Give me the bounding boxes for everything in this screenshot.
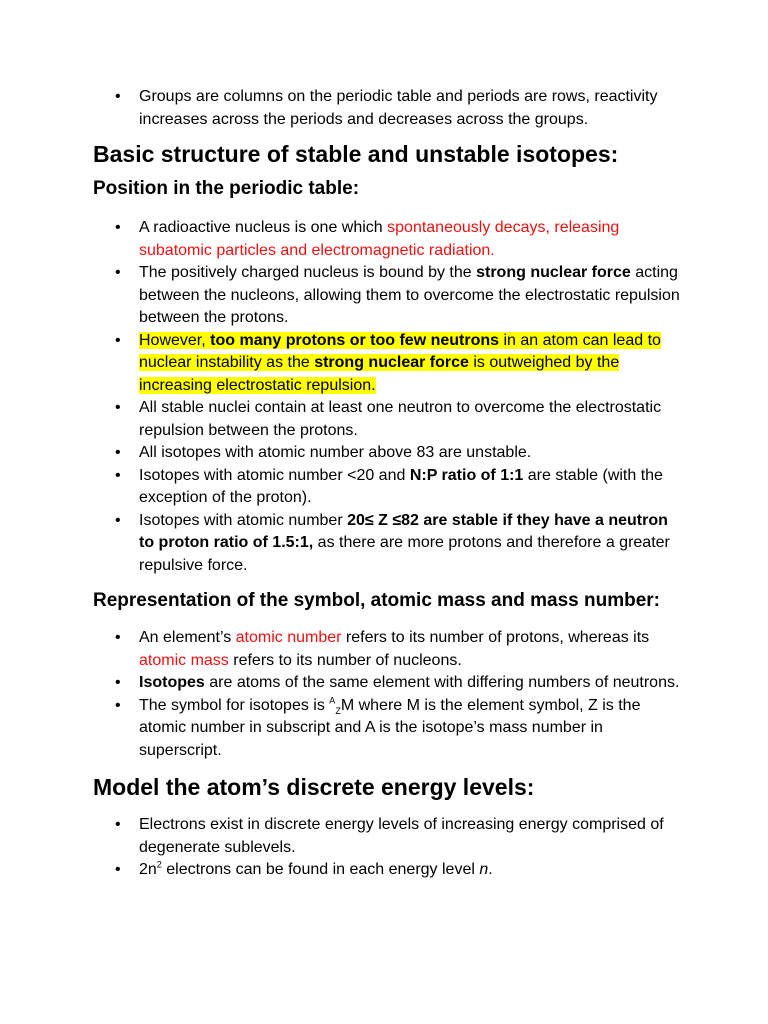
- bullet: •: [115, 466, 121, 484]
- list-item: [93, 695, 683, 763]
- bold-emphasis: N:P ratio of 1:1: [409, 466, 524, 484]
- superscript: A: [329, 695, 336, 706]
- bullet: •: [115, 674, 121, 691]
- superscript: 2: [156, 859, 162, 870]
- bullet: •: [115, 444, 121, 461]
- bullet: •: [115, 816, 121, 833]
- highlighted-text: [139, 332, 661, 394]
- document-page: [93, 86, 683, 882]
- bullet: •: [115, 88, 121, 105]
- list-item: [93, 330, 683, 398]
- list-item: [93, 814, 683, 859]
- list-item: [93, 859, 683, 882]
- bold-emphasis: strong nuclear force: [476, 264, 631, 281]
- text: 2n: [139, 861, 157, 878]
- text: All isotopes with atomic number above 83 are unstable.: [139, 444, 532, 461]
- text: are atoms of the same element with differing numbers of neutrons.: [204, 674, 680, 691]
- text: electrons can be found in each energy level: [161, 861, 480, 878]
- bullet: •: [115, 511, 121, 529]
- section1-subtitle: Position in the periodic table:: [93, 178, 360, 199]
- text: An element’s: [139, 629, 236, 646]
- section1-title: Basic structure of stable and unstable isotopes:: [93, 141, 619, 167]
- text: The symbol for isotopes is: [139, 696, 330, 714]
- list-item: [93, 397, 683, 442]
- list-item: [93, 86, 683, 131]
- bold-emphasis: too many protons or too few neutrons: [210, 331, 500, 349]
- text: is outweighed by the increasing electrostatic repulsion.: [139, 354, 620, 394]
- bullet: •: [115, 219, 121, 236]
- text: in an atom can lead to nuclear instability as the: [139, 331, 661, 371]
- italic-variable: n: [479, 861, 489, 878]
- bold-emphasis: Isotopes: [139, 674, 205, 691]
- text: as there are more protons and therefore a greater repulsive force.: [139, 534, 670, 574]
- bullet: •: [115, 331, 121, 349]
- list-item: [93, 510, 683, 578]
- text: M where M is the element symbol, Z is the atomic number in subscript and A is the isotope’s mass number in superscript.: [139, 696, 641, 759]
- section3-title: Model the atom’s discrete energy levels:: [93, 774, 535, 800]
- text: A radioactive nucleus is one which: [139, 219, 388, 236]
- bullet: •: [115, 629, 121, 646]
- intro-bullet-text: Groups are columns on the periodic table and periods are rows, reactivity increases across the periods and decreases across the groups.: [139, 88, 658, 128]
- bullet: •: [115, 696, 121, 714]
- text: Isotopes with atomic number <20 and: [139, 466, 410, 484]
- text: refers to its number of protons, whereas its: [341, 629, 650, 646]
- list-item: [93, 262, 683, 330]
- text: Electrons exist in discrete energy levels of increasing energy comprised of degenerate sublevels.: [139, 816, 664, 856]
- text: Isotopes with atomic number: [139, 511, 348, 529]
- bullet: •: [115, 399, 121, 416]
- text: are stable (with the exception of the proton).: [139, 466, 663, 506]
- text: acting between the nucleons, allowing them to overcome the electrostatic repulsion between the protons.: [139, 264, 680, 326]
- section3-list: [93, 814, 683, 882]
- text: All stable nuclei contain at least one neutron to overcome the electrostatic repulsion between the protons.: [139, 399, 662, 439]
- section1-list: [93, 217, 683, 577]
- bullet: •: [115, 861, 121, 878]
- red-emphasis: atomic number: [235, 629, 342, 646]
- list-item: [93, 672, 683, 695]
- text: refers to its number of nucleons.: [228, 651, 462, 669]
- list-item: [93, 442, 683, 465]
- list-item: [93, 465, 683, 510]
- bullet: •: [115, 264, 121, 281]
- bold-emphasis: 20≤ Z ≤82 are stable if they have a neutron to proton ratio of 1.5:1,: [139, 511, 668, 551]
- list-item: [93, 217, 683, 262]
- red-emphasis: atomic mass: [139, 651, 229, 669]
- text: .: [488, 861, 493, 878]
- bold-emphasis: strong nuclear force: [314, 354, 469, 371]
- intro-list: [93, 86, 683, 131]
- list-item: [93, 627, 683, 672]
- red-emphasis: spontaneously decays, releasing subatomic particles and electromagnetic radiation.: [139, 219, 620, 259]
- section2-list: [93, 627, 683, 762]
- section2-title: Representation of the symbol, atomic mass and mass number:: [93, 590, 660, 611]
- subscript: Z: [335, 705, 341, 716]
- text: The positively charged nucleus is bound by the: [139, 264, 477, 281]
- text: However,: [139, 331, 211, 349]
